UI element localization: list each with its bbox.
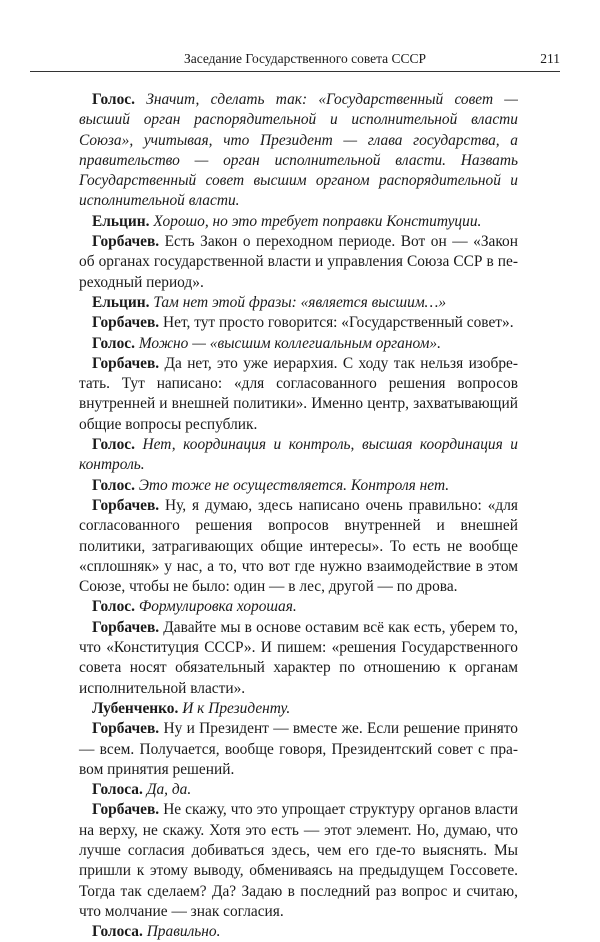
paragraph	[79, 699, 518, 719]
speech-text: Не скажу, что это упрощает структуру органов власти на верху, не скажу. Хотя это есть — этот элемент. Но, думаю, что лучше согласия добиваться здесь, чем его где-то выяснять. Мы пришли к этому выводу, обмениваясь на предыдущем Госсовете. Тогда так сделаем? Да? Задаю в последний раз вопрос и считаю, что молчание — знак согласия.	[79, 801, 518, 920]
speaker-name: Горбачев.	[92, 314, 160, 332]
speaker-name: Ельцин.	[92, 293, 150, 311]
paragraph	[79, 232, 518, 293]
paragraph	[79, 496, 518, 597]
speaker-name: Голоса.	[92, 923, 143, 941]
speech-text: Да, да.	[146, 781, 192, 799]
speech-text: Нет, тут просто говорится: «Государственный совет».	[163, 314, 514, 332]
speech-text: Ну, я думаю, здесь написано очень правильно: «для согласованного решения вопросов внутренней и внешней политики, затрагивающих общие интересы». То есть не вообще «сплошняк» у нас, а то, что вот где нужно взаимодействие в этом Союзе, чтобы не было: один — в лес, другой — по дрова.	[79, 496, 518, 596]
speaker-name: Голос.	[92, 476, 135, 494]
speech-text: Ну и Президент — вместе же. Если решение принято — всем. Получается, вообще говоря, Президентский совет с правом принятия решений.	[79, 720, 518, 778]
speaker-name: Горбачев.	[92, 801, 160, 819]
speaker-name: Ельцин.	[92, 212, 150, 230]
speaker-name: Горбачев.	[92, 720, 160, 738]
paragraph	[79, 293, 518, 313]
transcript-body	[79, 90, 518, 942]
paragraph	[79, 435, 518, 476]
speech-text: Давайте мы в основе оставим всё как есть, уберем то, что «Конституция СССР». И пишем: «решения Государственного совета носят обязательный характер по отношению к органам исполнительной власти».	[79, 618, 518, 697]
paragraph	[79, 476, 518, 496]
paragraph	[79, 212, 518, 232]
paragraph	[79, 354, 518, 435]
paragraph	[79, 780, 518, 800]
page-number: 211	[540, 51, 560, 66]
paragraph	[79, 618, 518, 699]
speech-text: Там нет этой фразы: «является высшим…»	[153, 293, 447, 311]
speaker-name: Лубенченко.	[92, 699, 179, 717]
paragraph	[79, 922, 518, 942]
speaker-name: Голоса.	[92, 781, 143, 799]
speech-text: Можно — «высшим коллегиальным органом».	[138, 334, 441, 352]
speech-text: Формулировка хорошая.	[138, 598, 297, 616]
paragraph	[79, 719, 518, 780]
speech-text: Хорошо, но это требует поправки Конституции.	[153, 212, 482, 230]
speech-text: Правильно.	[146, 923, 221, 941]
speaker-name: Голос.	[92, 436, 135, 454]
speech-text: Значит, сделать так: «Государственный совет — высший орган распорядительной и исполнительной власти Союза», учитывая, что Президент — глава государства, а правительство — орган исполнительной власти. Назвать Государственный совет высшим органом распорядительной и исполнительной власти.	[79, 91, 518, 210]
speech-text: И к Президенту.	[182, 699, 291, 717]
paragraph	[79, 800, 518, 922]
speaker-name: Горбачев.	[92, 354, 160, 372]
speech-text: Да нет, это уже иерархия. С ходу так нельзя изобретать. Тут написано: «для согласованного решения вопросов внутренней и внешней политики». Именно центр, захватывающий общие вопросы республик.	[79, 354, 518, 433]
speaker-name: Голос.	[92, 598, 135, 616]
paragraph	[79, 313, 518, 333]
speaker-name: Горбачев.	[92, 496, 160, 514]
speaker-name: Голос.	[92, 91, 135, 108]
speaker-name: Горбачев.	[92, 618, 160, 636]
paragraph	[79, 334, 518, 354]
speaker-name: Горбачев.	[92, 233, 160, 251]
speech-text: Нет, координация и контроль, высшая координация и контроль.	[79, 436, 518, 474]
running-header-title: Заседание Государственного совета СССР	[183, 51, 427, 66]
speech-text: Есть Закон о переходном периоде. Вот он — «Закон об органах государственной власти и управления Союза ССР в переходный период».	[79, 233, 518, 291]
speaker-name: Голос.	[92, 334, 135, 352]
paragraph	[79, 90, 518, 212]
speech-text: Это тоже не осуществляется. Контроля нет.	[138, 476, 450, 494]
running-header	[30, 44, 560, 72]
paragraph	[79, 597, 518, 617]
